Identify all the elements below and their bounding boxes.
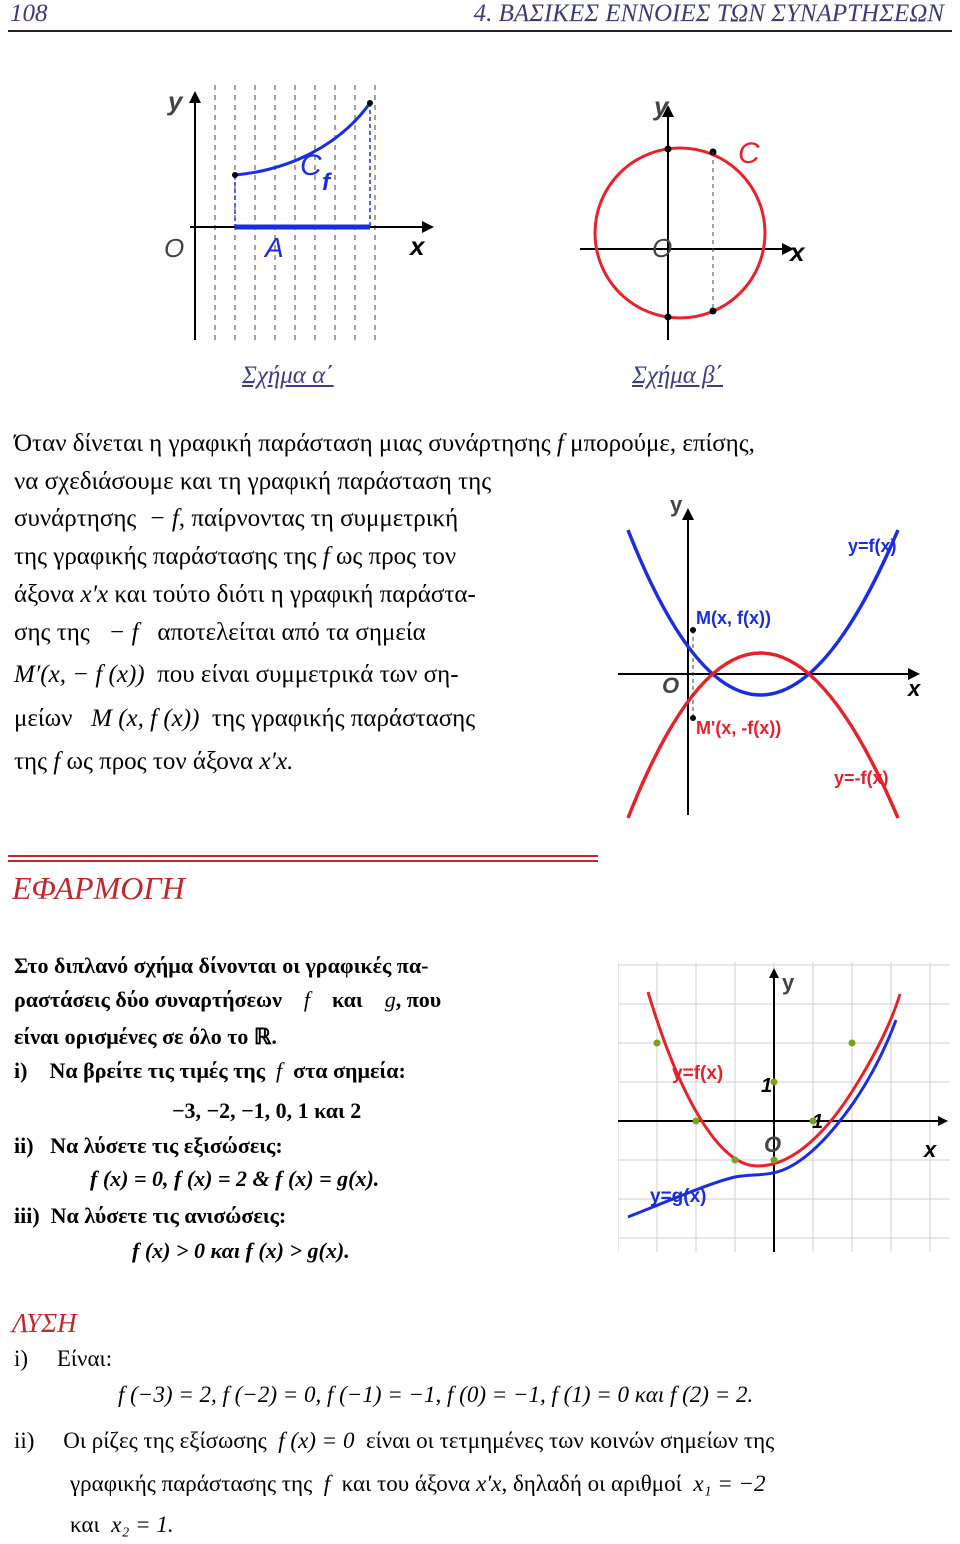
figure-b-y-label: y	[654, 91, 669, 121]
figure-a-x-label: x	[410, 231, 425, 261]
figure-a-curve-subscript: f	[322, 169, 330, 196]
para-line-1: Όταν δίνεται η γραφική παράσταση μιας συνάρτησης f μπορούμε, επίσης,	[14, 430, 755, 457]
sol-i: i) Είναι:	[14, 1346, 113, 1371]
sol-ii-line-2: γραφικής παράστασης της f και του άξονα x′x, δηλαδή οι αριθμοί x₁ = −2	[70, 1471, 766, 1496]
figure-a-caption: Σχήμα α΄	[242, 362, 334, 389]
para-line-8: μείων M (x, f (x)) της γραφικής παράστασης	[14, 705, 476, 732]
figure-c-label-f: y=f(x)	[848, 536, 897, 556]
sol-i-values: f (−3) = 2, f (−2) = 0, f (−1) = −1, f (0) = −1, f (1) = 0 και f (2) = 2.	[118, 1382, 754, 1407]
header-rule	[8, 30, 952, 32]
figure-c	[608, 490, 948, 820]
app-intro-line-2: ραστάσεις δύο συναρτήσεων f και g, που	[14, 987, 442, 1012]
section-rule-bottom	[8, 860, 598, 862]
app-intro-line-1: Στο διπλανό σχήμα δίνονται οι γραφικές πα-	[14, 953, 429, 978]
figure-c-origin-label: O	[662, 673, 680, 698]
figure-a-origin-label: O	[164, 233, 185, 263]
para-line-7: M′(x, − f (x)) που είναι συμμετρικά των ση-	[14, 661, 459, 688]
figure-a-curve-label: C	[300, 149, 322, 182]
application-title: ΕΦΑΡΜΟΓΗ	[12, 870, 185, 906]
figure-b-origin-label: O	[652, 233, 673, 263]
figure-c-x-label: x	[908, 676, 921, 701]
figure-d-x-label: x	[924, 1137, 937, 1162]
sol-ii-line-1: ii) Οι ρίζες της εξίσωσης f (x) = 0 είναι οι τετμημένες των κοινών σημείων της	[14, 1428, 775, 1453]
para-line-5: άξονα x′x και τούτο διότι η γραφική παράστα-	[14, 581, 476, 608]
figure-d-label-f: y=f(x)	[672, 1063, 724, 1084]
figure-c-point-m: M(x, f(x))	[696, 608, 771, 628]
figure-d-tick-x: 1	[812, 1111, 824, 1133]
figure-a-interval-label: A	[265, 232, 284, 263]
figure-c-y-label: y	[670, 492, 683, 517]
figure-c-label-minus-f: y=-f(x)	[834, 768, 889, 788]
figure-b-caption: Σχήμα β΄	[632, 362, 723, 389]
app-item-ii-equations: f (x) = 0, f (x) = 2 & f (x) = g(x).	[90, 1166, 380, 1191]
figure-b	[570, 85, 840, 345]
section-rule-top	[8, 855, 598, 857]
figure-d-y-label: y	[782, 970, 795, 995]
page-header	[0, 0, 960, 30]
figure-a	[150, 75, 450, 345]
figure-c-point-m-prime: M'(x, -f(x))	[696, 718, 782, 738]
figure-a-y-label: y	[168, 86, 183, 116]
app-item-iii-inequalities: f (x) > 0 και f (x) > g(x).	[132, 1238, 350, 1263]
para-line-4: της γραφικής παράστασης της f ως προς τον	[14, 543, 457, 570]
chapter-title: 4. ΒΑΣΙΚΕΣ ΕΝΝΟΙΕΣ ΤΩΝ ΣΥΝΑΡΤΗΣΕΩΝ	[473, 0, 944, 27]
para-line-2: να σχεδιάσουμε και τη γραφική παράσταση της	[14, 468, 492, 495]
sol-ii-line-3: και x₂ = 1.	[70, 1512, 174, 1537]
app-item-ii: ii) Να λύσετε τις εξισώσεις:	[14, 1133, 283, 1158]
para-line-3: συνάρτησης − f, παίρνοντας τη συμμετρική	[14, 505, 459, 532]
para-line-6: σης της − f αποτελείται από τα σημεία	[14, 619, 426, 646]
page-number: 108	[10, 0, 48, 27]
figure-b-x-label: x	[790, 237, 805, 267]
figure-d	[618, 962, 950, 1252]
para-line-9: της f ως προς τον άξονα x′x.	[14, 748, 294, 775]
figure-d-origin-label: O	[764, 1132, 782, 1157]
figure-d-tick-y: 1	[761, 1075, 773, 1097]
figure-d-grid	[618, 962, 950, 1252]
app-intro-line-3: είναι ορισμένες σε όλο το ℝ.	[14, 1024, 277, 1049]
figure-b-circle	[595, 148, 765, 318]
solution-title: ΛΥΣΗ	[12, 1308, 77, 1338]
figure-b-curve-label: C	[738, 137, 760, 170]
app-item-i-values: −3, −2, −1, 0, 1 και 2	[172, 1098, 362, 1123]
figure-d-label-g: y=g(x)	[650, 1186, 707, 1207]
app-item-iii: iii) Να λύσετε τις ανισώσεις:	[14, 1203, 287, 1228]
app-item-i: i) Να βρείτε τις τιμές της f στα σημεία:	[14, 1058, 406, 1083]
